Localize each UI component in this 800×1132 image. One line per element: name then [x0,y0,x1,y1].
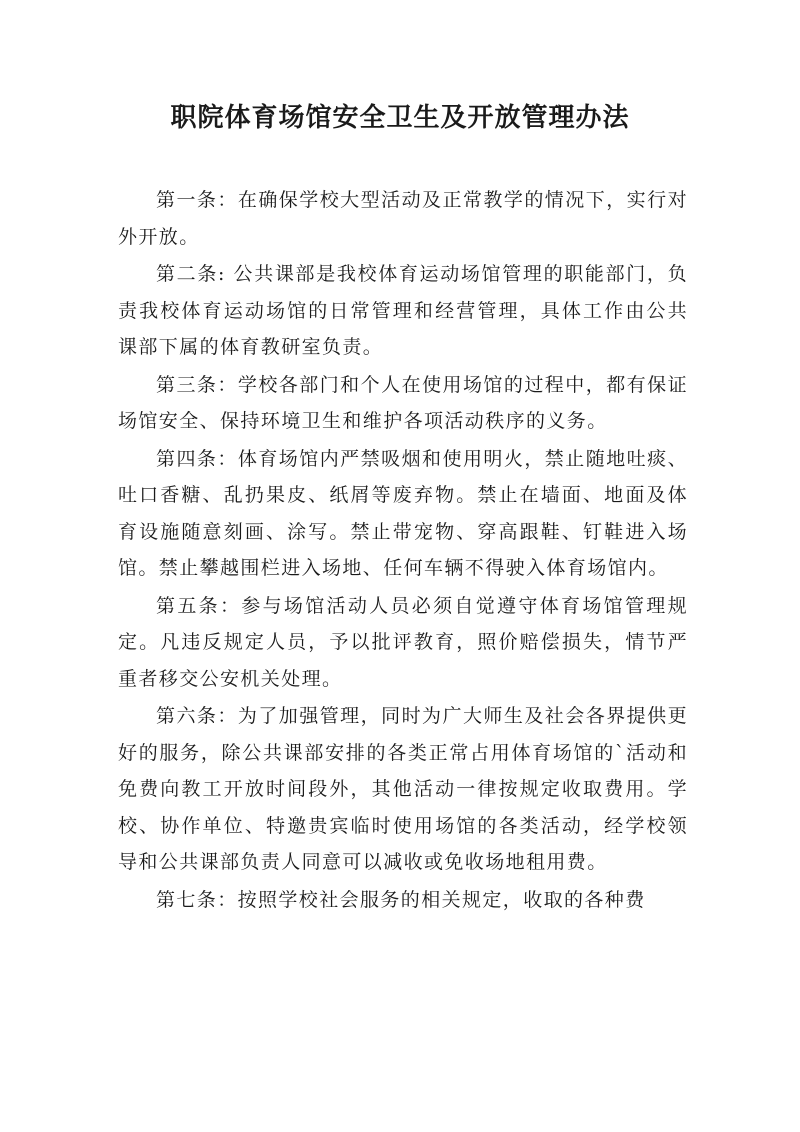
article-3: 第三条：学校各部门和个人在使用场馆的过程中，都有保证场馆安全、保持环境卫生和维护各项活动秩序的义务。 [118,373,688,432]
article-4: 第四条：体育场馆内严禁吸烟和使用明火，禁止随地吐痰、吐口香糖、乱扔果皮、纸屑等废弃物。禁止在墙面、地面及体育设施随意刻画、涂写。禁止带宠物、穿高跟鞋、钉鞋进入场馆。禁止攀越围栏进入场地、任何车辆不得驶入体育场馆内。 [118,447,688,579]
document-body [118,182,688,919]
article-5: 第五条：参与场馆活动人员必须自觉遵守体育场馆管理规定。凡违反规定人员，予以批评教育，照价赔偿损失，情节严重者移交公安机关处理。 [118,594,688,690]
article-7: 第七条：按照学校社会服务的相关规定，收取的各种费 [156,888,646,911]
article-6: 第六条：为了加强管理，同时为广大师生及社会各界提供更好的服务，除公共课部安排的各类正常占用体育场馆的`活动和免费向教工开放时间段外，其他活动一律按规定收取费用。学校、协作单位、特邀贵宾临时使用场馆的各类活动，经学校领导和公共课部负责人同意可以减收或免收场地租用费。 [118,705,688,873]
article-2: 第二条: 公共课部是我校体育运动场馆管理的职能部门，负责我校体育运动场馆的日常管理和经营管理，具体工作由公共课部下属的体育教研室负责。 [118,263,688,358]
article-1: 第一条：在确保学校大型活动及正常教学的情况下，实行对外开放。 [118,189,688,248]
document-title: 职院体育场馆安全卫生及开放管理办法 [170,103,630,133]
